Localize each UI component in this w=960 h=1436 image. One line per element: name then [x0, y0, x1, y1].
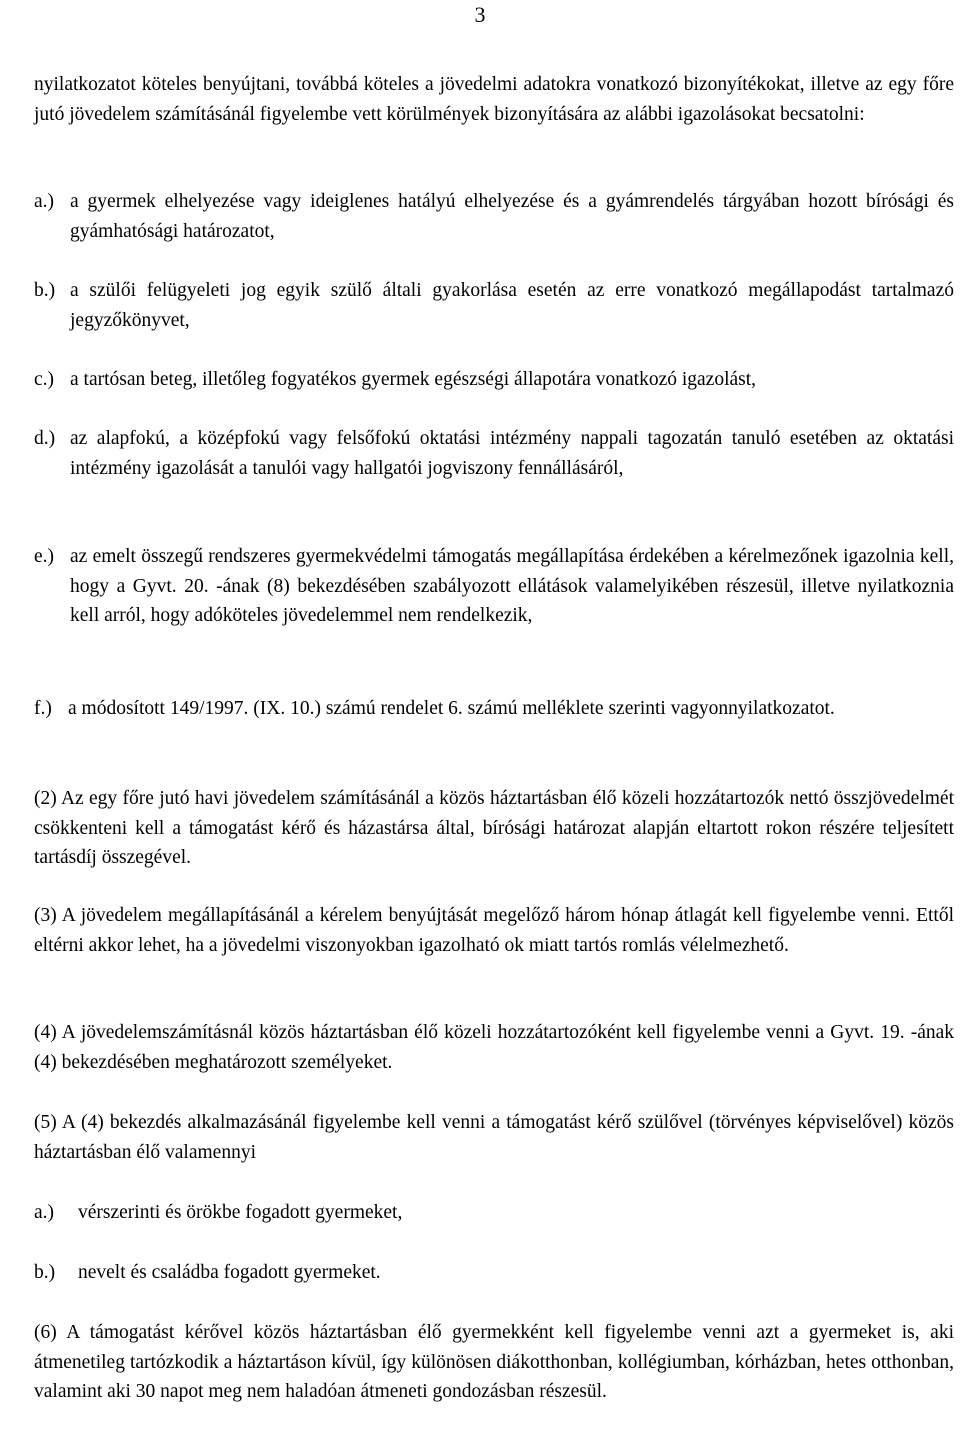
list-item-text: a szülői felügyeleti jog egyik szülő általi gyakorlása esetén az erre vonatkozó megállapodást tartalmazó jegyzőkönyvet, — [70, 280, 954, 331]
paragraph-6: (6) A támogatást kérővel közös háztartásban élő gyermekként kell figyelembe venni azt a gyermeket is, aki átmenetileg tartózkodik a háztartáson kívül, így különösen diákotthonban, kollégiumban, kórházban, hetes otthonban, valamint aki 30 napot meg nem haladóan átmeneti gondozásban részesül. — [34, 1322, 954, 1403]
list-item-label: c.) — [34, 369, 55, 390]
paragraph-5: (5) A (4) bekezdés alkalmazásánál figyelembe kell venni a támogatást kérő szülővel (törvényes képviselővel) közös háztartásban élő valamennyi — [34, 1112, 954, 1163]
list-item-label: b.) — [34, 1262, 56, 1283]
list-item-text: a tartósan beteg, illetőleg fogyatékos gyermek egészségi állapotára vonatkozó igazolást, — [70, 369, 757, 390]
list-item-label: f.) — [34, 698, 52, 719]
list-item-text: az alapfokú, a középfokú vagy felsőfokú oktatási intézmény nappali tagozatán tanuló esetében az oktatási intézmény igazolását a tanulói vagy hallgatói jogviszony fennállásáról, — [70, 428, 954, 479]
list-item-text: az emelt összegű rendszeres gyermekvédelmi támogatás megállapítása érdekében a kérelmezőnek igazolnia kell, hogy a Gyvt. 20. -ának (8) bekezdésében szabályozott ellátások valamelyikében részesül, illetve nyilatkoznia kell arról, hogy adóköteles jövedelemmel nem rendelkezik, — [70, 546, 954, 627]
list-item-label: e.) — [34, 546, 55, 567]
list-item-label: d.) — [34, 428, 56, 449]
list-item-text: nevelt és családba fogadott gyermeket. — [78, 1262, 381, 1283]
list-item — [34, 694, 954, 724]
list-item-text: a gyermek elhelyezése vagy ideiglenes hatályú elhelyezése és a gyámrendelés tárgyában hozott bírósági és gyámhatósági határozatot, — [70, 191, 954, 242]
list-item-label: a.) — [34, 1202, 55, 1223]
list-item — [34, 365, 954, 395]
list-item — [34, 1198, 954, 1228]
paragraph-3: (3) A jövedelem megállapításánál a kérelem benyújtását megelőző három hónap átlagát kell figyelembe venni. Ettől eltérni akkor lehet, ha a jövedelmi viszonyokban igazolható ok miatt tartós romlás vélelmezhető. — [34, 905, 954, 956]
page-number: 3 — [474, 2, 486, 27]
list-item-text: vérszerinti és örökbe fogadott gyermeket, — [78, 1202, 403, 1223]
list-item-label: a.) — [34, 191, 55, 212]
intro-paragraph: nyilatkozatot köteles benyújtani, továbbá köteles a jövedelmi adatokra vonatkozó bizonyítékokat, illetve az egy főre jutó jövedelem számításánál figyelembe vett körülmények bizonyítására az alábbi igazolásokat becsatolni: — [34, 74, 954, 125]
list-item — [34, 1258, 954, 1288]
list-item — [34, 542, 954, 631]
paragraph-4: (4) A jövedelemszámításnál közös háztartásban élő közeli hozzátartozóként kell figyelembe venni a Gyvt. 19. -ának (4) bekezdésében meghatározott személyeket. — [34, 1022, 954, 1073]
list-item — [34, 187, 954, 246]
list-item-text: a módosított 149/1997. (IX. 10.) számú rendelet 6. számú melléklete szerinti vagyonnyilatkozatot. — [68, 698, 835, 719]
list-item — [34, 276, 954, 335]
list-item-label: b.) — [34, 280, 56, 301]
list-item — [34, 424, 954, 483]
paragraph-2: (2) Az egy főre jutó havi jövedelem számításánál a közös háztartásban élő közeli hozzátartozók nettó összjövedelmét csökkenteni kell a támogatást kérő és házastársa által, bírósági határozat alapján eltartott rokon részére teljesített tartásdíj összegével. — [34, 788, 954, 869]
